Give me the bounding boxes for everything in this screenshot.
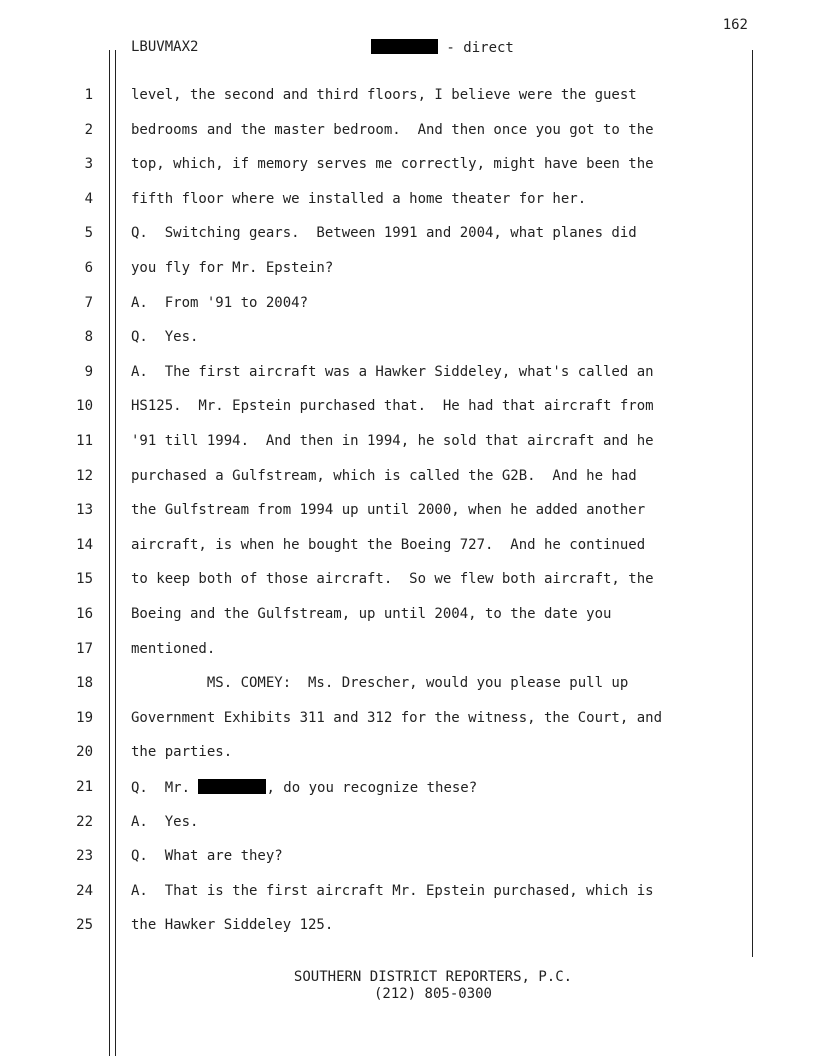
transcript-line: Boeing and the Gulfstream, up until 2004, to the date you [131,606,612,622]
case-code: LBUVMAX2 [131,39,199,55]
line-number: 19 [76,709,93,726]
line-number: 2 [84,121,93,138]
line-number: 15 [76,571,93,588]
line-number: 9 [84,363,93,380]
transcript-line: A. That is the first aircraft Mr. Epstein purchased, which is [131,882,654,899]
transcript-line: A. The first aircraft was a Hawker Siddeley, what's called an [131,363,654,380]
line-number: 12 [76,467,93,484]
transcript-line: aircraft, is when he bought the Boeing 727. And he continued [131,536,646,553]
transcript-line: mentioned. [131,640,216,657]
transcript-line: Government Exhibits 311 and 312 for the witness, the Court, and [131,709,663,726]
transcript-line: '91 till 1994. And then in 1994, he sold that aircraft and he [131,433,654,449]
transcript-line: A. From '91 to 2004? [131,294,309,311]
line-number: 1 [84,87,93,103]
transcript-line: the parties. [131,744,233,761]
reporter-footer [0,969,816,1003]
margin-rule-left-outer [109,50,110,1056]
line-number: 8 [84,329,93,346]
line-number: 6 [84,260,93,276]
transcript-line: the Gulfstream from 1994 up until 2000, when he added another [131,502,646,519]
line-number: 18 [76,675,93,692]
transcript-line: MS. COMEY: Ms. Drescher, would you please pull up [131,675,629,692]
transcript-line: HS125. Mr. Epstein purchased that. He had that aircraft from [131,398,654,415]
reporter-name: SOUTHERN DISTRICT REPORTERS, P.C. [293,969,573,985]
line-number: 10 [76,398,93,415]
page-number: 162 [722,17,748,33]
line-number: 3 [84,156,93,173]
line-number: 7 [84,294,93,311]
line-number: 25 [76,917,93,934]
margin-rule-right [752,50,753,957]
redaction-bar [198,779,266,794]
line-number: 22 [76,813,93,830]
transcript-line: you fly for Mr. Epstein? [131,260,334,276]
transcript-line: to keep both of those aircraft. So we flew both aircraft, the [131,571,654,588]
transcript-line: Q. What are they? [131,848,283,865]
line-number: 11 [76,433,93,449]
line-text-after: , do you recognize these? [266,780,478,796]
line-number: 23 [76,848,93,865]
line-number: 16 [76,606,93,622]
line-number: 5 [84,225,93,242]
line-number: 21 [76,779,93,795]
line-number: 24 [76,882,93,899]
transcript-line [131,779,477,796]
transcript-line: fifth floor where we installed a home theater for her. [131,190,587,207]
line-number: 13 [76,502,93,519]
transcript-line: bedrooms and the master bedroom. And then once you got to the [131,121,654,138]
line-number: 14 [76,536,93,553]
transcript-line: the Hawker Siddeley 125. [131,917,334,934]
line-number: 20 [76,744,93,761]
transcript-line: top, which, if memory serves me correctly, might have been the [131,156,654,173]
examination-label: - direct [438,40,514,56]
transcript-line: level, the second and third floors, I believe were the guest [131,87,637,103]
transcript-line: purchased a Gulfstream, which is called the G2B. And he had [131,467,637,484]
line-number: 4 [84,190,93,207]
transcript-line: A. Yes. [131,813,199,830]
reporter-phone: (212) 805-0300 [373,986,492,1002]
transcript-line: Q. Yes. [131,329,199,346]
examination-header [371,39,514,56]
margin-rule-left-inner [115,50,116,1056]
redaction-bar [371,39,438,54]
line-number: 17 [76,640,93,657]
line-text-before: Q. Mr. [131,780,199,796]
transcript-line: Q. Switching gears. Between 1991 and 2004, what planes did [131,225,637,242]
